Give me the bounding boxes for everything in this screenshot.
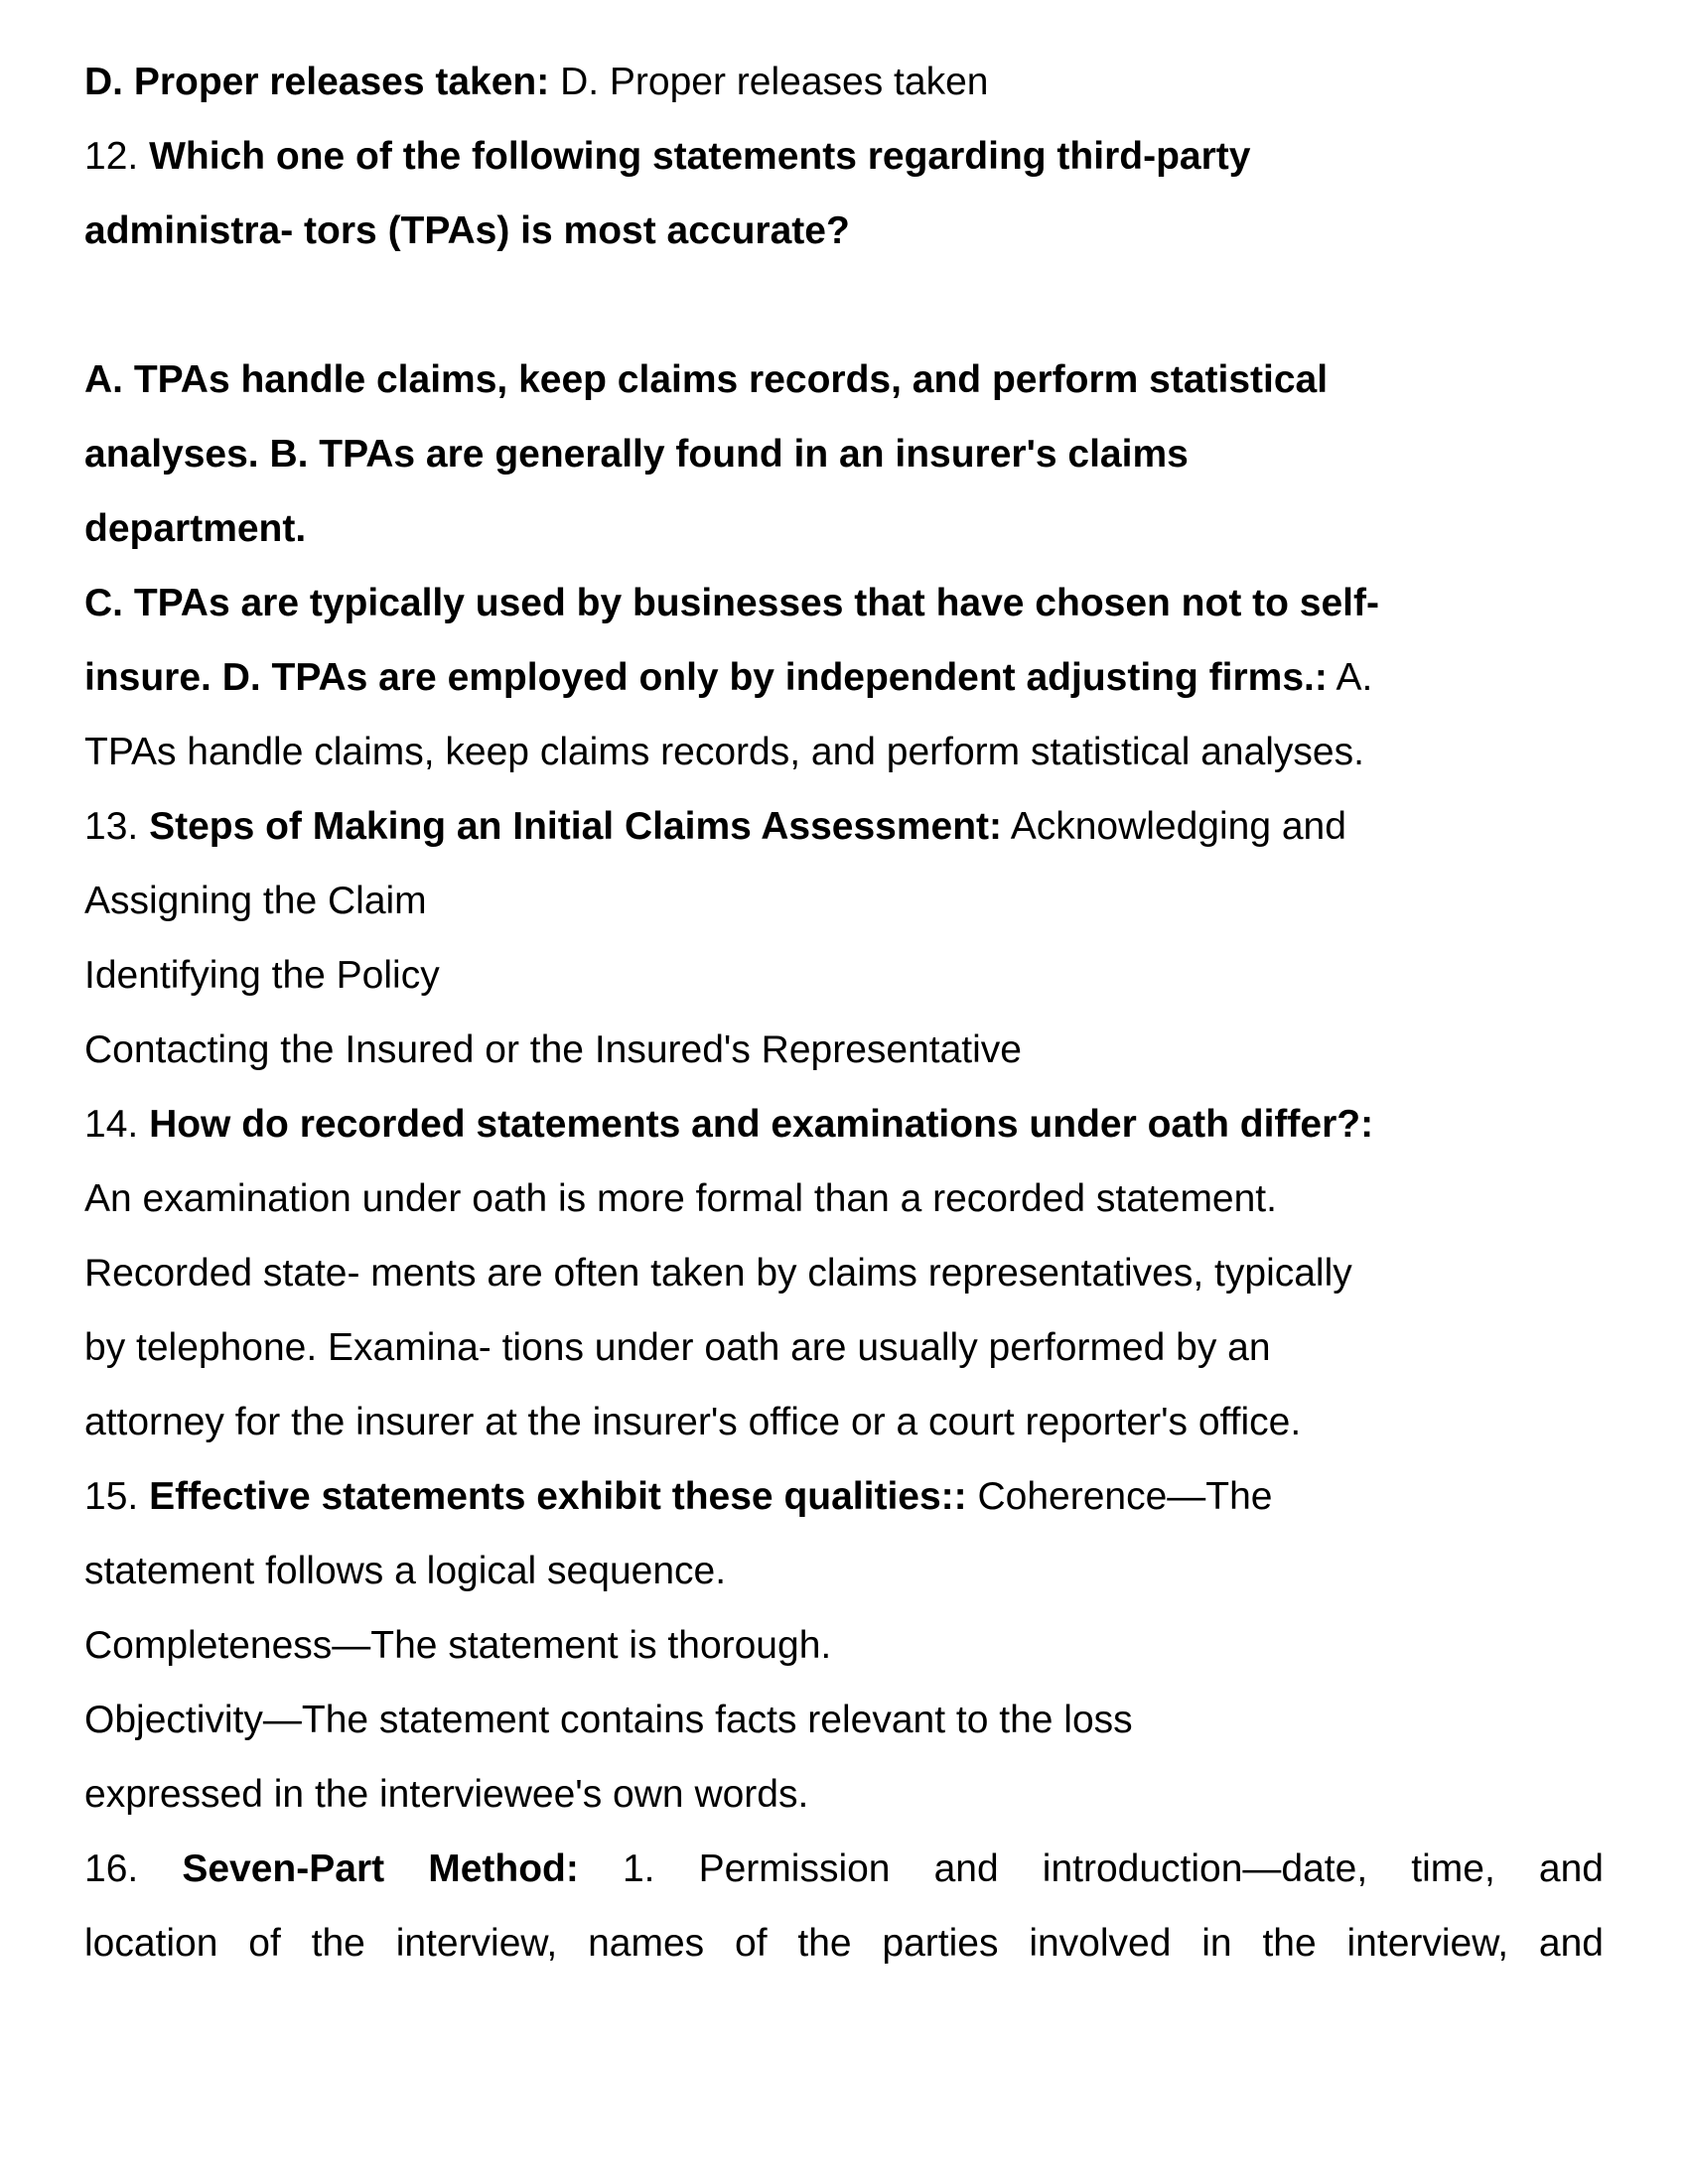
text-line bbox=[84, 194, 1604, 268]
bold-text-run: Which one of the following statements regarding third-party bbox=[149, 135, 1251, 178]
text-run: attorney for the insurer at the insurer's office or a court reporter's office. bbox=[84, 1401, 1302, 1443]
text-line bbox=[84, 491, 1604, 566]
text-line bbox=[84, 1310, 1604, 1385]
text-run: Acknowledging and bbox=[1002, 805, 1346, 848]
bold-text-run: department. bbox=[84, 507, 307, 550]
text-run: Coherence—The bbox=[966, 1475, 1273, 1518]
text-run: 13. bbox=[84, 805, 150, 848]
text-run: 1. Permission and introduction—date, time, and bbox=[578, 1847, 1604, 1890]
text-line bbox=[84, 640, 1604, 715]
bold-text-run: administra- tors (TPAs) is most accurate? bbox=[84, 209, 850, 252]
blank-line bbox=[84, 268, 1604, 342]
bold-text-run: Seven-Part Method: bbox=[182, 1847, 579, 1890]
bold-text-run: A. TPAs handle claims, keep claims records, and perform statistical bbox=[84, 358, 1329, 401]
text-run: A. bbox=[1327, 656, 1373, 699]
text-line bbox=[84, 1236, 1604, 1310]
text-line bbox=[84, 1757, 1604, 1832]
text-run: Completeness—The statement is thorough. bbox=[84, 1624, 832, 1667]
text-line bbox=[84, 1013, 1604, 1087]
bold-text-run: How do recorded statements and examinations under oath differ?: bbox=[149, 1103, 1374, 1146]
text-line bbox=[84, 1832, 1604, 1906]
text-line bbox=[84, 566, 1604, 640]
text-line bbox=[84, 119, 1604, 194]
text-line bbox=[84, 715, 1604, 789]
text-line bbox=[84, 938, 1604, 1013]
text-line bbox=[84, 45, 1604, 119]
text-run: An examination under oath is more formal than a recorded statement. bbox=[84, 1177, 1277, 1220]
text-line bbox=[84, 789, 1604, 864]
text-line bbox=[84, 417, 1604, 491]
text-run: statement follows a logical sequence. bbox=[84, 1550, 727, 1592]
text-run: TPAs handle claims, keep claims records, and perform statistical analyses. bbox=[84, 731, 1364, 773]
text-run: 15. bbox=[84, 1475, 150, 1518]
text-line bbox=[84, 1161, 1604, 1236]
text-line bbox=[84, 1385, 1604, 1459]
text-run: Contacting the Insured or the Insured's Representative bbox=[84, 1028, 1022, 1071]
text-run: location of the interview, names of the parties involved in the interview, and bbox=[84, 1922, 1604, 1965]
bold-text-run: D. Proper releases taken: bbox=[84, 61, 550, 103]
text-line bbox=[84, 1683, 1604, 1757]
text-run: expressed in the interviewee's own words. bbox=[84, 1773, 809, 1816]
text-run: Objectivity—The statement contains facts relevant to the loss bbox=[84, 1699, 1133, 1741]
bold-text-run: Effective statements exhibit these qualities:: bbox=[149, 1475, 967, 1518]
text-line bbox=[84, 1459, 1604, 1534]
text-run: by telephone. Examina- tions under oath are usually performed by an bbox=[84, 1326, 1271, 1369]
text-line bbox=[84, 864, 1604, 938]
text-run: D. Proper releases taken bbox=[549, 61, 989, 103]
document-lines bbox=[84, 45, 1604, 1980]
bold-text-run: Steps of Making an Initial Claims Assessment: bbox=[149, 805, 1003, 848]
text-line bbox=[84, 1608, 1604, 1683]
text-line bbox=[84, 1534, 1604, 1608]
text-run: Recorded state- ments are often taken by claims representatives, typically bbox=[84, 1252, 1352, 1295]
text-run: 12. bbox=[84, 135, 150, 178]
text-run: 14. bbox=[84, 1103, 150, 1146]
text-line bbox=[84, 1087, 1604, 1161]
text-line bbox=[84, 1906, 1604, 1980]
bold-text-run: C. TPAs are typically used by businesses that have chosen not to self- bbox=[84, 582, 1379, 624]
text-line bbox=[84, 342, 1604, 417]
bold-text-run: insure. D. TPAs are employed only by independent adjusting firms.: bbox=[84, 656, 1328, 699]
bold-text-run: analyses. B. TPAs are generally found in an insurer's claims bbox=[84, 433, 1189, 476]
text-run: Identifying the Policy bbox=[84, 954, 440, 997]
text-run: 16. bbox=[84, 1847, 183, 1890]
text-run: Assigning the Claim bbox=[84, 880, 427, 922]
